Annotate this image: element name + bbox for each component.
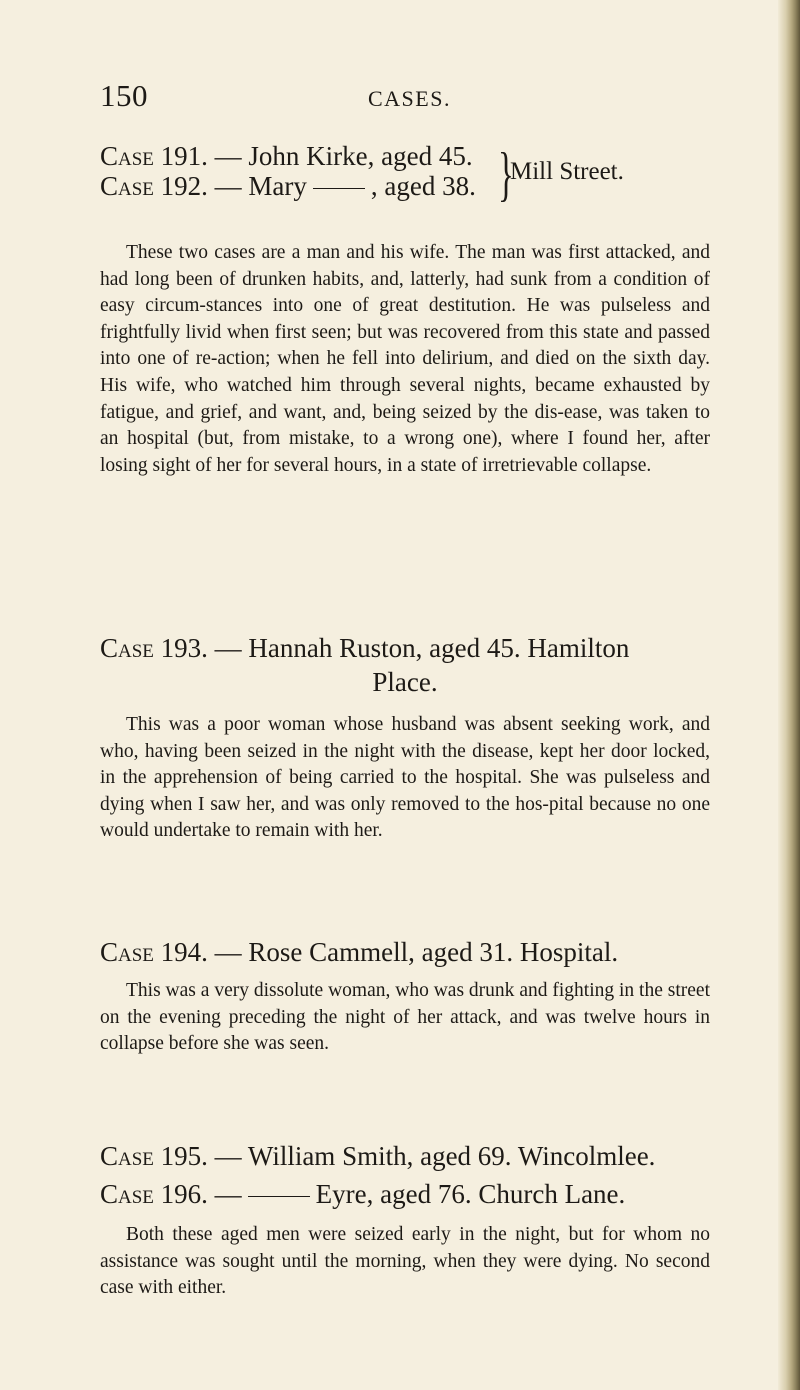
case-194-heading (100, 936, 710, 968)
case-dash: — (214, 1179, 242, 1209)
case-name: — John Kirke, aged 45. (214, 141, 473, 171)
case-194-block (100, 936, 710, 1058)
case-name: — Hannah Ruston, aged 45. Hamilton (214, 633, 630, 663)
name-blank-rule (248, 1196, 310, 1197)
case-195-196-text: Both these aged men were seized early in the night, but for whom no assistance was sought until the morning, when they were dying. No second case with either. (100, 1224, 710, 1299)
case-191-192-headings (100, 140, 624, 207)
case-195-heading (100, 1140, 710, 1172)
case-192-heading (100, 170, 476, 202)
case-location: Mill Street. (510, 158, 624, 185)
case-193-heading-cont: Place. (372, 667, 438, 697)
case-label: Case 194. (100, 937, 208, 967)
case-name: Eyre, aged 76. Church Lane. (315, 1179, 626, 1209)
page-header (100, 78, 700, 118)
name-blank-rule (313, 188, 365, 189)
case-label: Case 191. (100, 141, 208, 171)
case-label: Case 192. (100, 171, 208, 201)
case-196-heading (100, 1178, 710, 1210)
case-191-heading (100, 140, 476, 172)
case-name: — Rose Cammell, aged 31. Hospital. (214, 937, 619, 967)
case-label: Case 195. (100, 1141, 208, 1171)
case-191-192-text: These two cases are a man and his wife. The man was first attacked, and had long been of drunken habits, and, latterly, had sunk from a condition of easy circum-stances into one of great destitution. He was pulseless and frightfully livid when first seen; but was recovered from this state and passed into one of re-action; when he fell into delirium, and died on the sixth day. His wife, who watched him through several nights, became exhausted by fatigue, and grief, and want, and, being seized by the dis-ease, was taken to an hospital (but, from mistake, to a wrong one), where I found her, after losing sight of her for several hours, in a state of irretrievable collapse. (100, 242, 710, 476)
page-edge-shadow (778, 0, 800, 1390)
case-195-196-block (100, 1140, 710, 1302)
case-age: , aged 38. (370, 171, 476, 201)
running-title: CASES. (368, 86, 451, 111)
case-193-text: This was a poor woman whose husband was absent seeking work, and who, having been seized in the night with the disease, kept her door locked, in the apprehension of being carried to the hospital. She was pulseless and dying when I saw her, and was only removed to the hos-pital because no one would undertake to remain with her. (100, 714, 710, 842)
right-brace: } (498, 141, 514, 207)
case-label: Case 196. (100, 1179, 208, 1209)
case-193-block (100, 632, 710, 845)
case-label: Case 193. (100, 633, 208, 663)
page-number: 150 (100, 78, 148, 113)
case-name: — William Smith, aged 69. Wincolmlee. (214, 1141, 656, 1171)
case-194-text: This was a very dissolute woman, who was drunk and fighting in the street on the evening preceding the night of her attack, and was twelve hours in collapse before she was seen. (100, 980, 710, 1055)
case-193-heading (100, 632, 710, 664)
case-name: — Mary (214, 171, 307, 201)
